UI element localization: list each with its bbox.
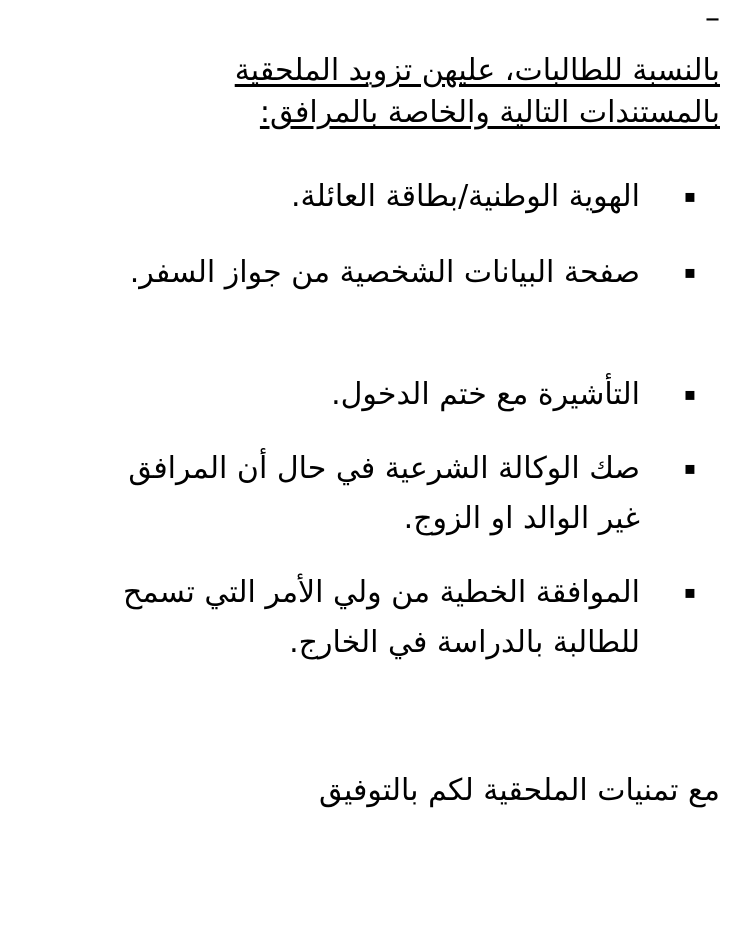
heading-line-1: بالنسبة للطالبات، عليهن تزويد الملحقية [234,53,720,88]
top-dash-mark: – [705,1,720,36]
list-item-visa: التأشيرة مع ختم الدخول. [331,377,640,412]
list-item-national-id: الهوية الوطنية/بطاقة العائلة. [291,179,640,214]
list-item-passport-page: صفحة البيانات الشخصية من جواز السفر. [129,255,640,290]
bullet-icon: ▪ [683,384,697,405]
requirements-heading [80,50,720,134]
bullet-icon: ▪ [683,458,697,479]
bullet-icon: ▪ [683,262,697,283]
heading-line-2: بالمستندات التالية والخاصة بالمرافق: [259,95,720,130]
closing-line: مع تمنيات الملحقية لكم بالتوفيق [318,773,720,808]
bullet-icon: ▪ [683,186,697,207]
list-item-power-of-attorney: صك الوكالة الشرعية في حال أن المرافق غير الوالد او الزوج. [128,451,640,536]
list-item-guardian-approval: الموافقة الخطية من ولي الأمر التي تسمح للطالبة بالدراسة في الخارج. [122,575,640,660]
bullet-icon: ▪ [683,582,697,603]
